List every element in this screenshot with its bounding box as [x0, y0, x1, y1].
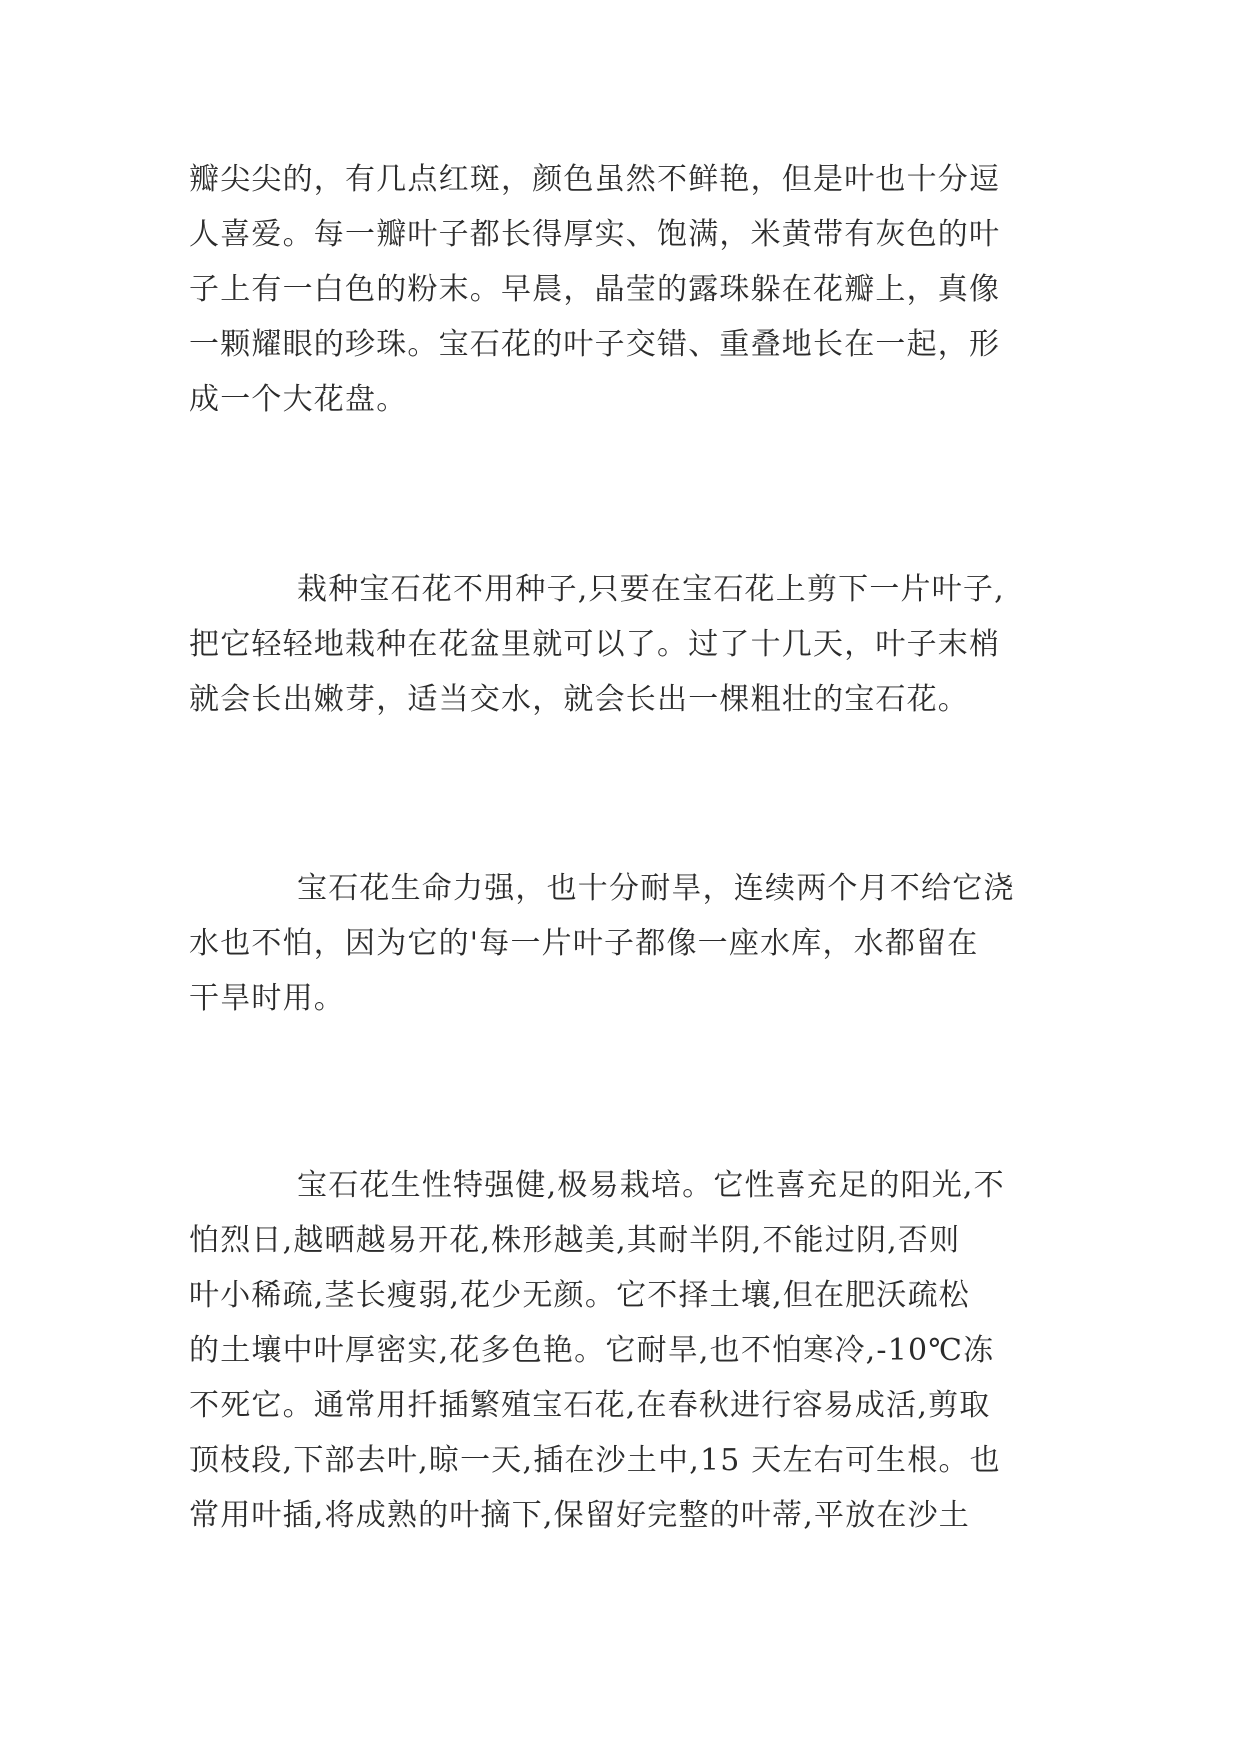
text-line: 顶枝段,下部去叶,晾一天,插在沙土中,15 天左右可生根。也	[189, 1443, 1001, 1478]
text-line: 干旱时用。	[189, 981, 345, 1016]
text-line: 把它轻轻地栽种在花盆里就可以了。过了十几天，叶子末梢	[189, 627, 1001, 662]
text-line: 栽种宝石花不用种子,只要在宝石花上剪下一片叶子,	[297, 572, 1005, 607]
text-line: 成一个大花盘。	[189, 382, 408, 417]
text-line: 不死它。通常用扦插繁殖宝石花,在春秋进行容易成活,剪取	[189, 1388, 991, 1423]
text-line: 怕烈日,越晒越易开花,株形越美,其耐半阴,不能过阴,否则	[189, 1223, 961, 1258]
text-line: 子上有一白色的粉末。早晨，晶莹的露珠躲在花瓣上，真像	[189, 272, 1001, 307]
text-line: 宝石花生性特强健,极易栽培。它性喜充足的阳光,不	[297, 1168, 1005, 1203]
text-line: 一颗耀眼的珍珠。宝石花的叶子交错、重叠地长在一起，形	[189, 327, 1001, 362]
text-line: 的土壤中叶厚密实,花多色艳。它耐旱,也不怕寒冷,-10℃冻	[189, 1333, 995, 1368]
text-line: 宝石花生命力强，也十分耐旱，连续两个月不给它浇	[297, 871, 1015, 906]
text-line: 就会长出嫩芽，适当交水，就会长出一棵粗壮的宝石花。	[189, 682, 969, 717]
text-line: 叶小稀疏,茎长瘦弱,花少无颜。它不择土壤,但在肥沃疏松	[189, 1278, 971, 1313]
text-line: 瓣尖尖的，有几点红斑，颜色虽然不鲜艳，但是叶也十分逗	[189, 162, 1001, 197]
text-line: 常用叶插,将成熟的叶摘下,保留好完整的叶蒂,平放在沙土	[189, 1498, 971, 1533]
text-line: 水也不怕，因为它的'每一片叶子都像一座水库，水都留在	[189, 926, 979, 961]
text-line: 人喜爱。每一瓣叶子都长得厚实、饱满，米黄带有灰色的叶	[189, 217, 1001, 252]
